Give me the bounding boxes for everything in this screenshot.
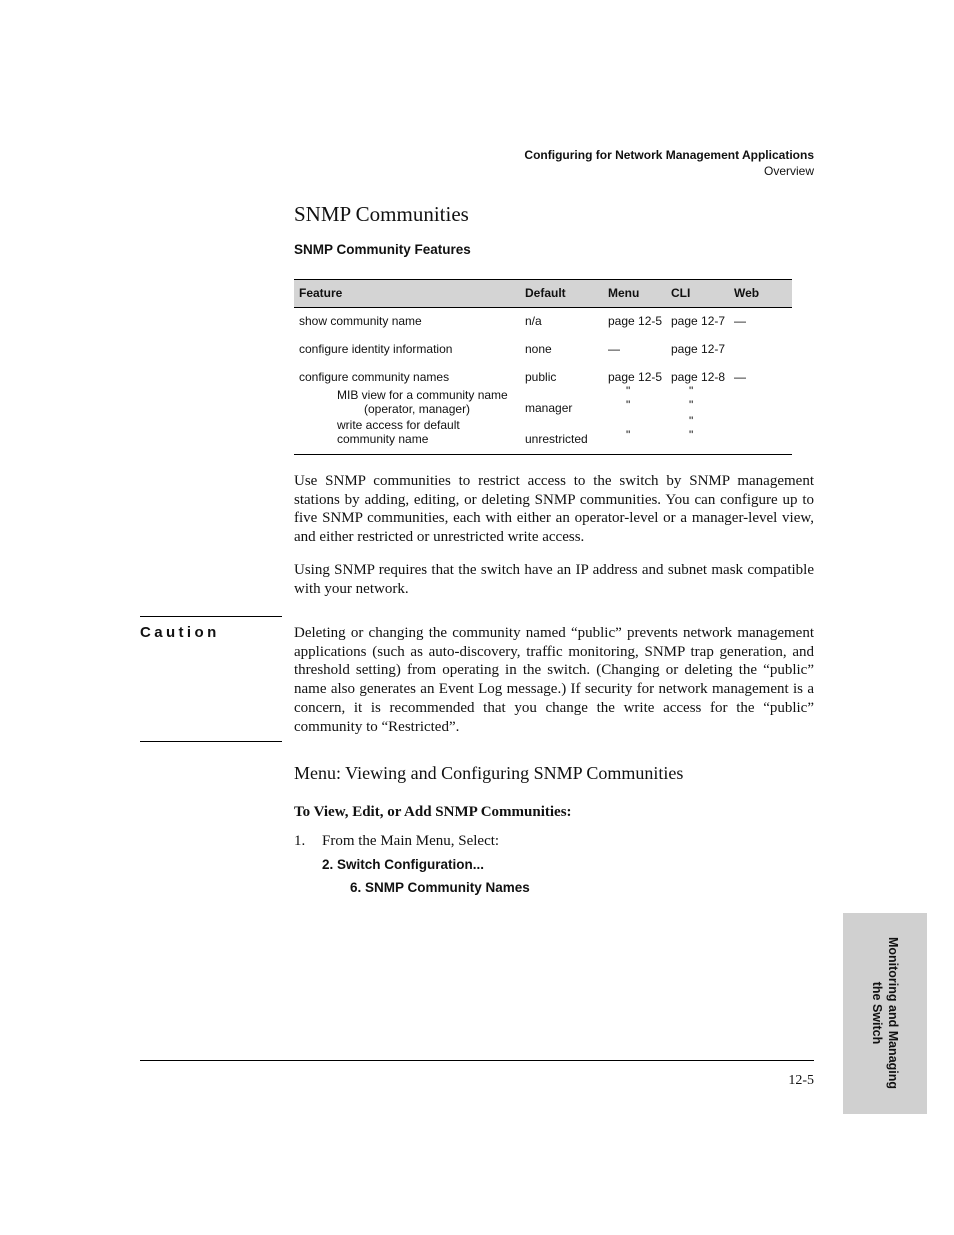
table-cell-web: — xyxy=(734,370,746,384)
section-heading: SNMP Communities xyxy=(294,202,469,226)
caution-bottom-rule xyxy=(140,741,282,742)
body-paragraph: Use SNMP communities to restrict access to the switch by SNMP management stations by adding, editing, or deleting SNMP communities. You can configure up to five SNMP communities, each with either an operator-level or a manager-level view, and either restricted or unrestricted write access. xyxy=(294,473,814,546)
step-text: From the Main Menu, Select: xyxy=(322,833,500,849)
table-cell-cli: page 12-7 xyxy=(671,342,726,356)
table-header-feature: Feature xyxy=(299,286,343,300)
table-cell-menu: page 12-5 xyxy=(608,314,663,328)
table-cell-feature-cont: community name xyxy=(337,432,429,446)
table-bottom-rule xyxy=(294,454,792,455)
table-cell-menu-ditto: " xyxy=(626,428,631,442)
table-cell-feature: show community name xyxy=(299,314,422,328)
menu-path-item: 2. Switch Configuration... xyxy=(322,857,484,872)
body-paragraph: Using SNMP requires that the switch have an IP address and subnet mask compatible with your network. xyxy=(294,562,814,597)
table-header-cli: CLI xyxy=(671,286,691,300)
table-cell-cli: page 12-8 xyxy=(671,370,726,384)
table-cell-cli-ditto: " xyxy=(689,414,694,428)
caution-top-rule xyxy=(140,616,282,617)
table-cell-menu: — xyxy=(608,342,620,356)
caution-label: Caution xyxy=(140,624,220,641)
caution-text: Deleting or changing the community named “public” prevents network management applications (such as auto-discovery, traffic monitoring, SNMP trap generation, and threshold setting) from operating in the switch. (Changing or deleting the “public” name also generates an Event Log message.) If security for network management is a concern, it is recommended that you change the write access for the “public” community to “Restricted”. xyxy=(294,625,814,735)
procedure-title: To View, Edit, or Add SNMP Communities: xyxy=(294,804,572,820)
table-cell-feature-cont: (operator, manager) xyxy=(364,402,471,416)
footer-rule xyxy=(140,1060,814,1061)
table-cell-cli-ditto: " xyxy=(689,384,694,398)
menu-path-item: 6. SNMP Community Names xyxy=(350,880,530,895)
table-cell-menu: page 12-5 xyxy=(608,370,663,384)
table-cell-menu-ditto: " xyxy=(626,398,631,412)
table-cell-cli-ditto: " xyxy=(689,398,694,412)
table-cell-web: — xyxy=(734,314,746,328)
subsection-heading: Menu: Viewing and Configuring SNMP Communities xyxy=(294,763,684,783)
chapter-thumb-tab-label xyxy=(869,937,901,1089)
table-caption: SNMP Community Features xyxy=(294,242,471,257)
table-cell-feature: write access for default xyxy=(337,418,460,432)
running-header-subtitle: Overview xyxy=(763,164,814,178)
table-header-web: Web xyxy=(734,286,760,300)
table-cell-default: manager xyxy=(525,401,573,415)
table-header-default: Default xyxy=(525,286,566,300)
table-cell-feature: configure community names xyxy=(299,370,450,384)
thumb-tab-line: Monitoring and Managing xyxy=(886,936,900,1090)
thumb-tab-line: the Switch xyxy=(870,981,884,1045)
step-number: 1. xyxy=(294,833,306,849)
table-header-menu: Menu xyxy=(608,286,640,300)
table-cell-default: public xyxy=(525,370,557,384)
table-cell-cli-ditto: " xyxy=(689,428,694,442)
running-header-title: Configuring for Network Management Applications xyxy=(524,148,814,162)
page-number: 12-5 xyxy=(788,1073,814,1088)
table-cell-feature: configure identity information xyxy=(299,342,453,356)
table-cell-default: n/a xyxy=(525,314,542,328)
table-cell-feature: MIB view for a community name xyxy=(337,388,508,402)
table-cell-default: unrestricted xyxy=(525,432,588,446)
table-cell-menu-ditto: " xyxy=(626,384,631,398)
table-cell-cli: page 12-7 xyxy=(671,314,726,328)
table-cell-default: none xyxy=(525,342,552,356)
chapter-thumb-tab xyxy=(843,913,927,1114)
